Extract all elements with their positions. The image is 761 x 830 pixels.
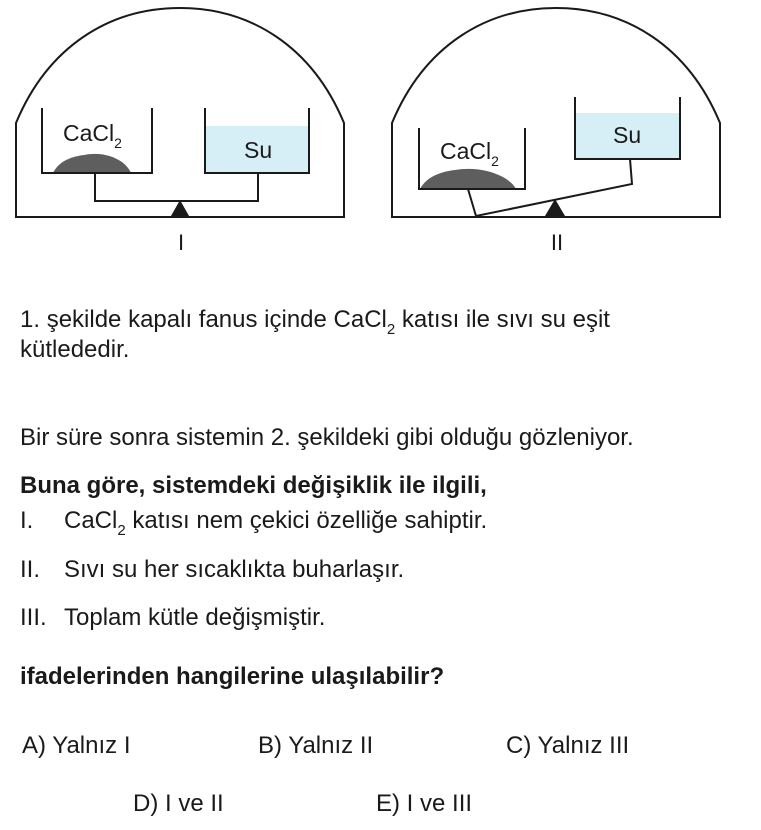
statement-1 (20, 506, 488, 539)
caption-1: I (177, 230, 185, 255)
solid-label-1: CaCl$_2$ (63, 120, 122, 151)
option-b[interactable]: B) Yalnız II (258, 732, 374, 759)
statement-2-text: Sıvı su her sıcaklıkta buharlaşır. (64, 556, 405, 583)
question-stem: Buna göre, sistemdeki değişiklik ile ilgili, (20, 472, 487, 499)
bell-jar-1 (16, 8, 344, 217)
statement-1-text-b: katısı nem çekici özelliğe sahiptir. (125, 507, 488, 534)
question-number: 1. (20, 306, 41, 333)
caption-2: II (550, 230, 564, 255)
option-e[interactable]: E) I ve III (376, 790, 473, 817)
panel-2 (392, 8, 720, 255)
statement-2-roman: II. (20, 556, 41, 583)
observation-text: Bir süre sonra sistemin 2. şekildeki gibi olduğu gözleniyor. (20, 424, 634, 451)
option-a[interactable]: A) Yalnız I (22, 732, 131, 759)
statement-3-roman: III. (20, 604, 47, 631)
statement-1-text-a: CaCl (64, 507, 118, 534)
statement-3-text: Toplam kütle değişmiştir. (64, 604, 326, 631)
fulcrum-1 (171, 200, 189, 216)
panel-1 (16, 8, 344, 255)
option-d[interactable]: D) I ve II (133, 790, 224, 817)
statement-1-subscript: 2 (117, 522, 126, 539)
balance-beam-1 (95, 173, 258, 201)
statement-3 (20, 603, 325, 633)
intro-subscript: 2 (386, 321, 396, 338)
intro-text-c: kütlededir. (20, 336, 130, 363)
statement-2 (20, 555, 404, 585)
question-intro (20, 305, 610, 365)
liquid-label-1: Su (244, 137, 273, 163)
intro-text-a: şekilde kapalı fanus içinde CaCl (46, 306, 387, 333)
question-prompt: ifadelerinden hangilerine ulaşılabilir? (20, 663, 445, 690)
intro-text-b: katısı ile sıvı su eşit (401, 306, 610, 333)
solid-pile-1 (53, 154, 131, 173)
liquid-label-2: Su (613, 122, 642, 148)
solid-label-2: CaCl$_2$ (440, 138, 499, 169)
option-c[interactable]: C) Yalnız III (506, 732, 630, 759)
statement-1-roman: I. (20, 507, 34, 534)
solid-pile-2 (420, 169, 516, 189)
balance-figure (0, 0, 761, 260)
